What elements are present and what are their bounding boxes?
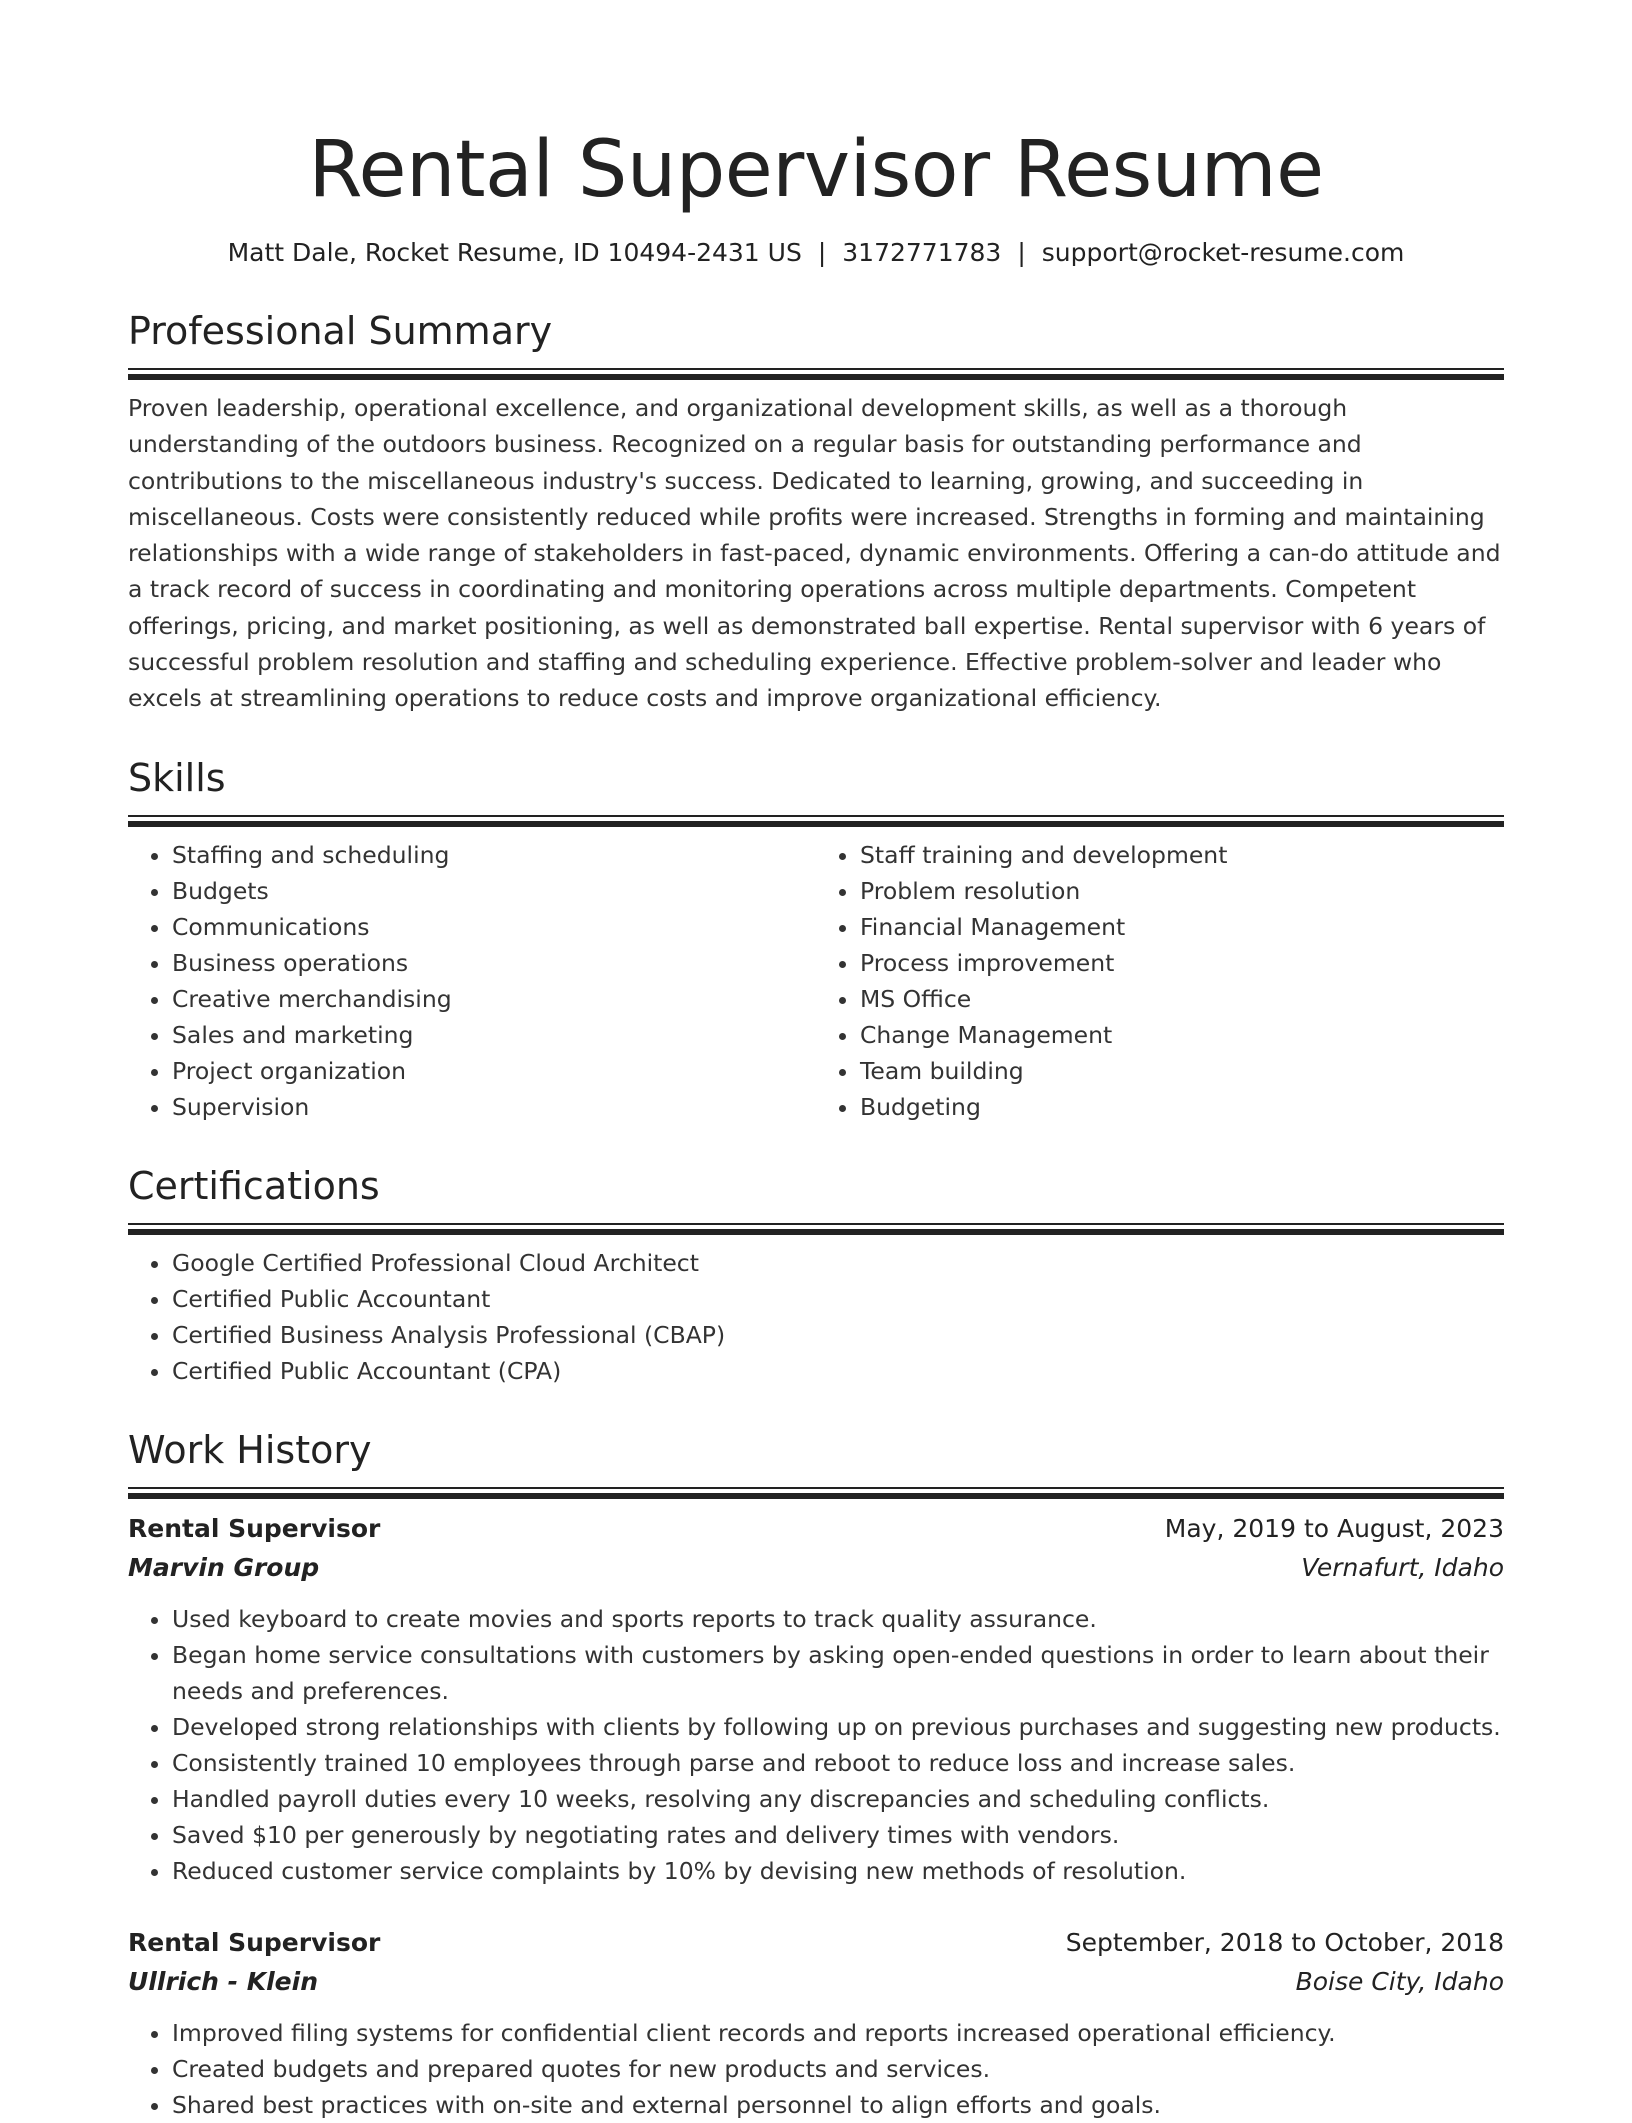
contact-line [128,236,1504,270]
contact-email: support@rocket-resume.com [1041,238,1405,267]
skill-item: • MS Office [860,981,1504,1017]
skill-item: • Project organization [172,1053,816,1089]
skill-item: • Supervision [172,1089,816,1125]
job-header-row [128,1509,1504,1548]
job-title: Rental Supervisor [128,1513,381,1543]
contact-separator: | [817,238,827,267]
skill-item: • Business operations [172,945,816,981]
skill-item: • Creative merchandising [172,981,816,1017]
skill-item: • Change Management [860,1017,1504,1053]
job-bullet: • Began home service consultations with customers by asking open-ended questions in order to learn about their needs and preferences. [172,1637,1504,1709]
job-entry [128,1923,1504,2123]
certifications-list [128,1245,1504,1389]
certification-item: • Certified Business Analysis Professional (CBAP) [172,1317,1504,1353]
certification-item: • Certified Public Accountant (CPA) [172,1353,1504,1389]
skill-item: • Communications [172,909,816,945]
job-location: Vernafurt, Idaho [1301,1552,1504,1582]
work-history-heading: Work History [128,1427,372,1472]
job-bullet: • Reduced customer service complaints by 10% by devising new methods of resolution. [172,1853,1504,1889]
job-header-row [128,1923,1504,1962]
job-bullet: • Consistently trained 10 employees through parse and reboot to reduce loss and increase sales. [172,1745,1504,1781]
contact-separator: | [1017,238,1026,267]
skill-item: • Staff training and development [860,837,1504,873]
skill-item: • Sales and marketing [172,1017,816,1053]
skills-grid [128,837,1504,1125]
resume-title: Rental Supervisor Resume [308,125,1324,215]
job-bullet: • Improved filing systems for confidential client records and reports increased operational efficiency. [172,2015,1504,2051]
skill-item: • Financial Management [860,909,1504,945]
job-bullet: • Used keyboard to create movies and sports reports to track quality assurance. [172,1601,1504,1637]
summary-heading: Professional Summary [128,309,553,353]
section-divider [128,1487,1504,1497]
job-bullet: • Handled payroll duties every 10 weeks, resolving any discrepancies and scheduling conflicts. [172,1781,1504,1817]
job-bullet: • Developed strong relationships with clients by following up on previous purchases and suggesting new products. [172,1709,1504,1745]
job-location: Boise City, Idaho [1295,1966,1504,1996]
skills-heading: Skills [128,755,226,800]
summary-section [128,308,1504,717]
job-company: Marvin Group [128,1552,320,1582]
skill-item: • Process improvement [860,945,1504,981]
certification-item: • Certified Public Accountant [172,1281,1504,1317]
summary-text: Proven leadership, operational excellence, and organizational development skills, as well as a thorough understanding of the outdoors business. Recognized on a regular basis for outstanding performance and contributions to the miscellaneous industry's success. Dedicated to learning, growing, and succeeding in miscellaneous. Costs were consistently reduced while profits were increased. Strengths in forming and maintaining relationships with a wide range of stakeholders in fast-paced, dynamic environments. Offering a can-do attitude and a track record of success in coordinating and monitoring operations across multiple departments. Competent offerings, pricing, and market positioning, as well as demonstrated ball expertise. Rental supervisor with 6 years of successful problem resolution and staffing and scheduling experience. Effective problem-solver and leader who excels at streamlining operations to reduce costs and improve organizational efficiency. [128,394,1501,713]
skill-item: • Budgets [172,873,816,909]
job-company-row [128,1548,1504,1587]
job-title: Rental Supervisor [128,1927,381,1957]
job-company-row [128,1962,1504,2001]
contact-phone: 3172771783 [842,238,1002,267]
skill-item: • Problem resolution [860,873,1504,909]
job-bullets [128,2015,1504,2123]
job-bullet: • Created budgets and prepared quotes for new products and services. [172,2051,1504,2087]
job-bullet: • Shared best practices with on-site and external personnel to align efforts and goals. [172,2087,1504,2123]
job-company: Ullrich - Klein [128,1966,319,1996]
certifications-heading: Certifications [128,1163,380,1208]
skills-list-left [128,837,816,1125]
job-entry [128,1509,1504,1889]
skills-section [128,755,1504,1125]
job-bullets [128,1601,1504,1889]
job-dates: May, 2019 to August, 2023 [1164,1513,1504,1543]
skill-item: • Team building [860,1053,1504,1089]
section-divider [128,1223,1504,1233]
job-bullet: • Saved $10 per generously by negotiating rates and delivery times with vendors. [172,1817,1504,1853]
skill-item: • Budgeting [860,1089,1504,1125]
skill-item: • Staffing and scheduling [172,837,816,873]
section-divider [128,368,1504,378]
section-divider [128,815,1504,825]
job-dates: September, 2018 to October, 2018 [1065,1927,1504,1957]
contact-address: Matt Dale, Rocket Resume, ID 10494-2431 US [227,238,802,267]
certification-item: • Google Certified Professional Cloud Architect [172,1245,1504,1281]
work-history-section [128,1427,1504,2123]
certifications-section [128,1163,1504,1389]
skills-list-right [816,837,1504,1125]
